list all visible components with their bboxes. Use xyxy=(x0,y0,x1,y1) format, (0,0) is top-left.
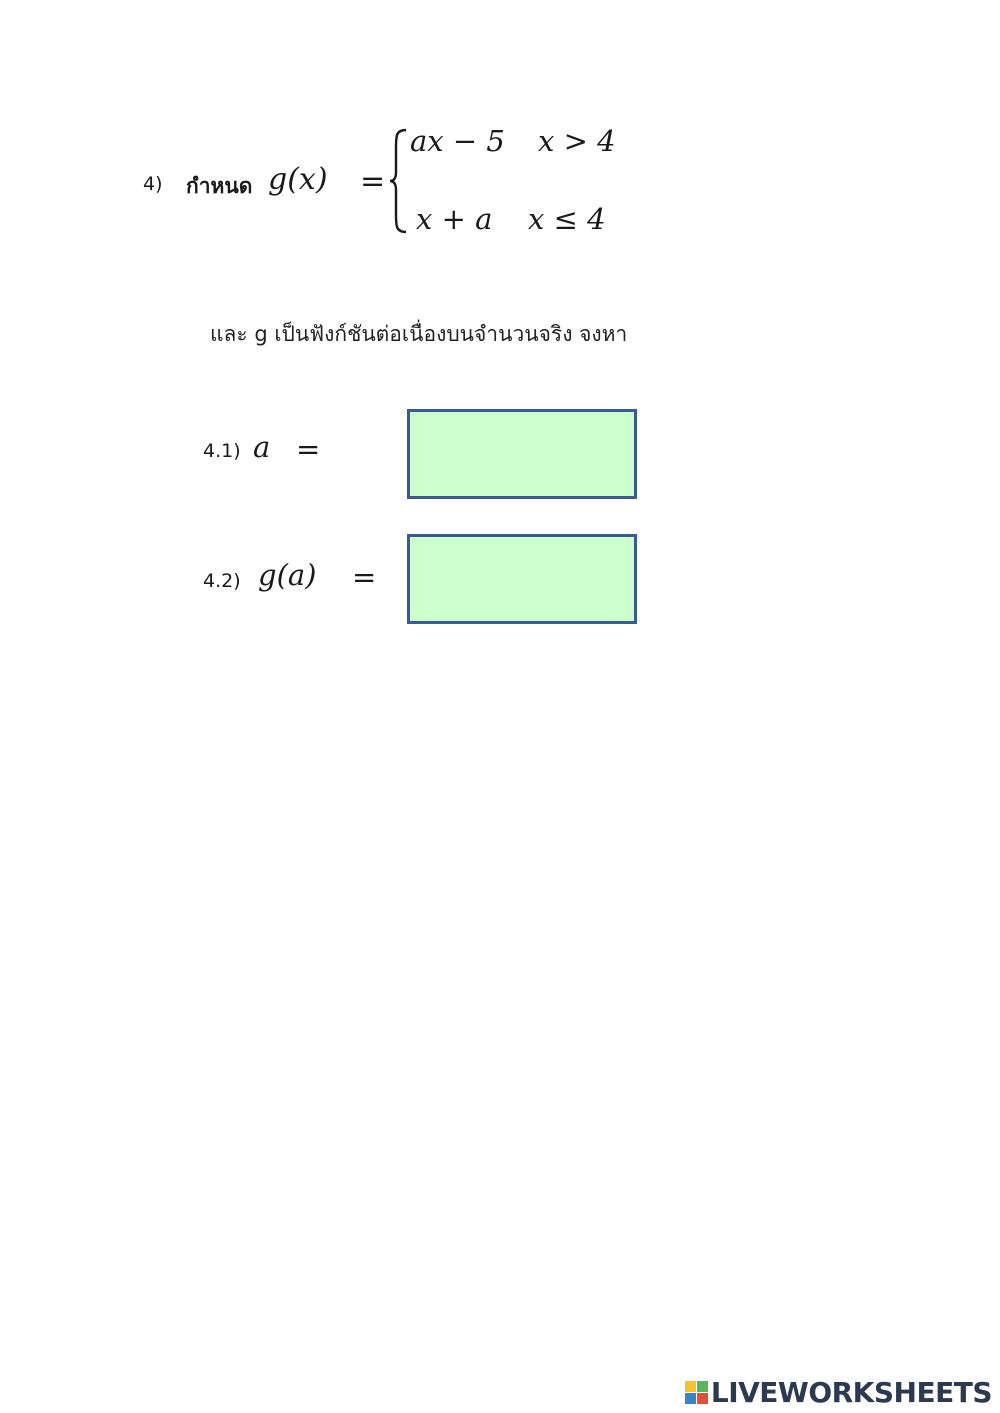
subquestion-2-number: 4.2) xyxy=(203,570,241,592)
continuity-condition-text: และ g เป็นฟังก์ชันต่อเนื่องบนจำนวนจริง จงหา xyxy=(210,322,628,346)
logo-cell-blue xyxy=(685,1393,696,1404)
subquestion-1-variable: a xyxy=(253,430,271,464)
main-equals-sign: = xyxy=(360,164,386,199)
subquestion-1-equals: = xyxy=(296,432,321,466)
case-1-expression: ax − 5 xyxy=(410,124,505,158)
answer-input-a[interactable] xyxy=(407,409,637,499)
liveworksheets-logo-icon xyxy=(685,1381,708,1404)
liveworksheets-brand xyxy=(685,1376,992,1409)
piecewise-brace xyxy=(388,128,410,234)
logo-cell-yellow xyxy=(685,1381,696,1392)
subquestion-2-variable: g(a) xyxy=(258,558,317,592)
given-label: กำหนด xyxy=(186,174,253,198)
case-2-condition: x ≤ 4 xyxy=(528,202,606,236)
logo-cell-red xyxy=(697,1393,708,1404)
subquestion-1-number: 4.1) xyxy=(203,440,241,462)
case-1-condition: x > 4 xyxy=(538,124,616,158)
subquestion-2-equals: = xyxy=(352,560,377,594)
case-2-expression: x + a xyxy=(416,202,493,236)
function-lhs: g(x) xyxy=(268,162,328,197)
brand-text: LIVEWORKSHEETS xyxy=(710,1376,992,1409)
answer-input-g-of-a[interactable] xyxy=(407,534,637,624)
question-number: 4) xyxy=(143,173,163,195)
logo-cell-green xyxy=(697,1381,708,1392)
